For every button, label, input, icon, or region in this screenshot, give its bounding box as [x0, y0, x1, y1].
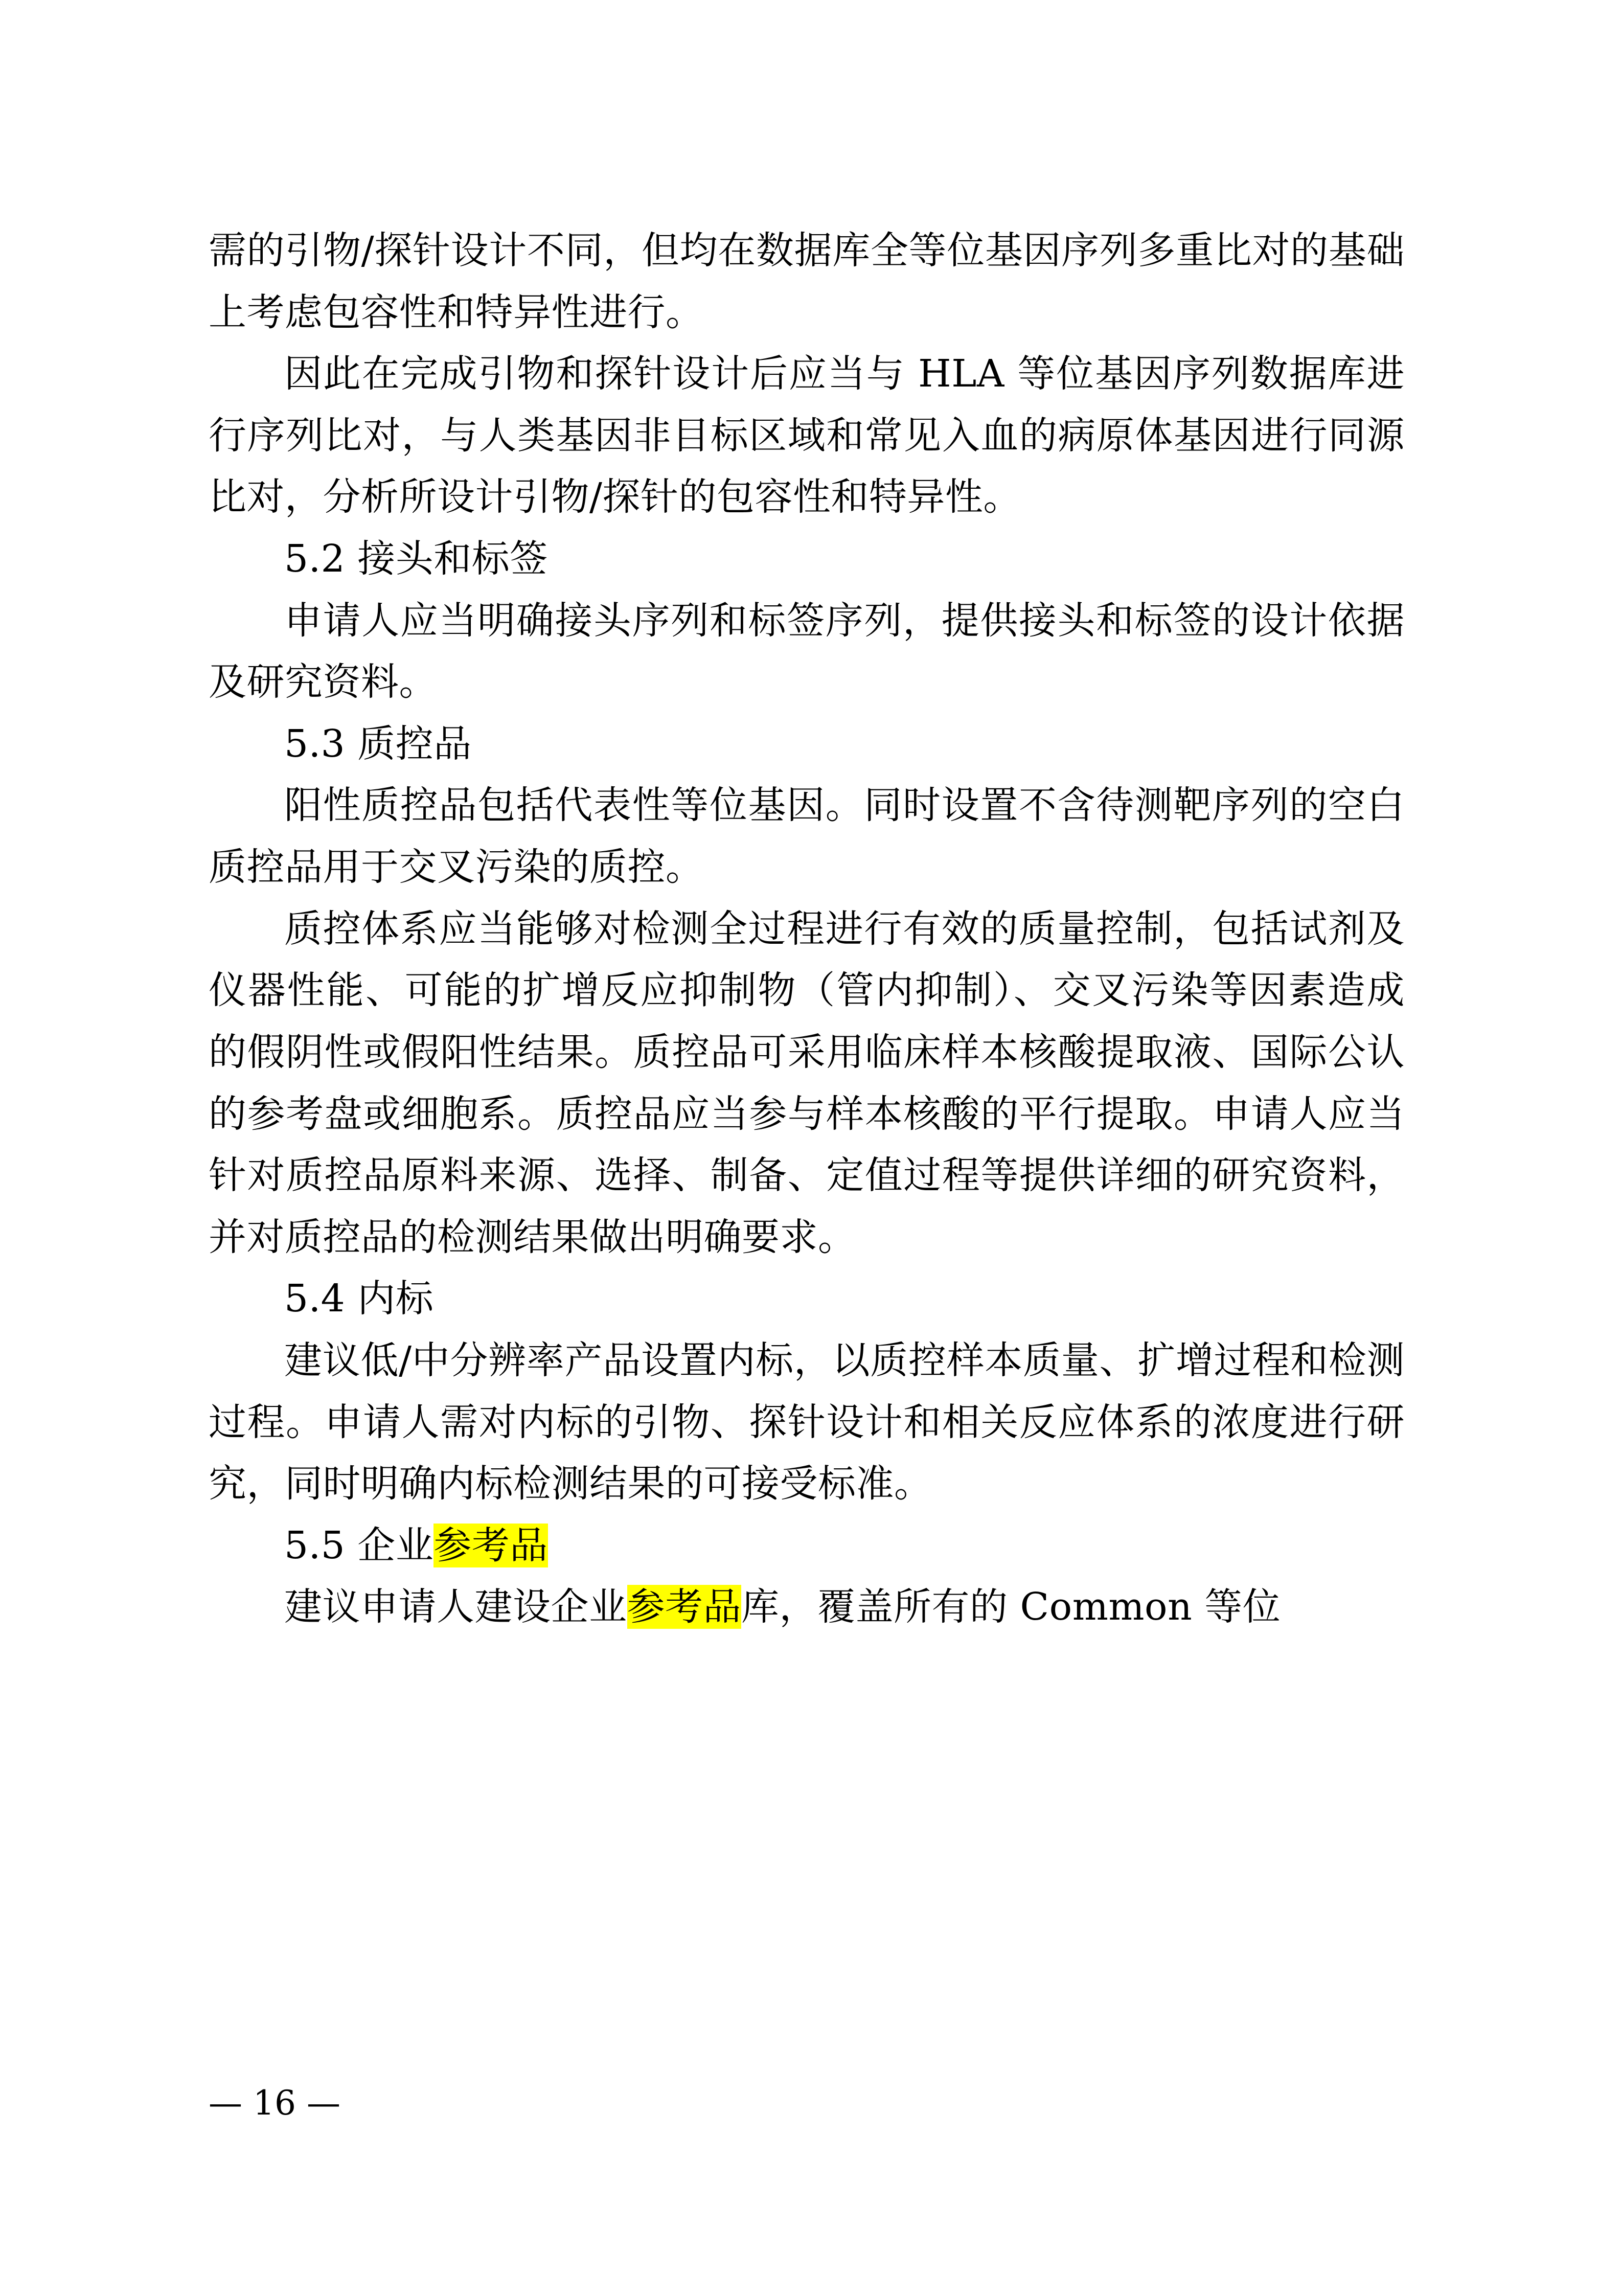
paragraph-text-after: 库，覆盖所有的 Common 等位	[741, 1585, 1281, 1629]
paragraph: 需的引物/探针设计不同，但均在数据库全等位基因序列多重比对的基础上考虑包容性和特异性进行。	[209, 229, 1405, 334]
section-heading-5-3: 5.3 质控品	[284, 721, 472, 766]
paragraph	[209, 1576, 1405, 1638]
paragraph: 阳性质控品包括代表性等位基因。同时设置不含待测靶序列的空白质控品用于交叉污染的质控。	[209, 783, 1405, 890]
highlighted-term: 参考品	[627, 1585, 741, 1629]
paragraph: 建议低/中分辨率产品设置内标，以质控样本质量、扩增过程和检测过程。申请人需对内标的引物、探针设计和相关反应体系的浓度进行研究，同时明确内标检测结果的可接受标准。	[209, 1338, 1405, 1506]
section-heading-5-5	[209, 1515, 1405, 1577]
paragraph: 申请人应当明确接头序列和标签序列，提供接头和标签的设计依据及研究资料。	[209, 598, 1405, 704]
heading-text: 5.5 企业	[284, 1523, 434, 1567]
paragraph: 因此在完成引物和探针设计后应当与 HLA 等位基因序列数据库进行序列比对，与人类基因非目标区域和常见入血的病原体基因进行同源比对，分析所设计引物/探针的包容性和特异性。	[209, 352, 1405, 519]
paragraph-text-before: 建议申请人建设企业	[284, 1585, 627, 1629]
highlighted-term: 参考品	[433, 1523, 548, 1567]
paragraph: 质控体系应当能够对检测全过程进行有效的质量控制，包括试剂及仪器性能、可能的扩增反应抑制物（管内抑制）、交叉污染等因素造成的假阴性或假阳性结果。质控品可采用临床样本核酸提取液、国际公认的参考盘或细胞系。质控品应当参与样本核酸的平行提取。申请人应当针对质控品原料来源、选择、制备、定值过程等提供详细的研究资料，并对质控品的检测结果做出明确要求。	[209, 906, 1405, 1259]
page-body	[209, 220, 1405, 1638]
section-heading-5-4: 5.4 内标	[284, 1277, 434, 1321]
page-number: — 16 —	[209, 2083, 340, 2123]
section-heading-5-2: 5.2 接头和标签	[284, 537, 548, 581]
